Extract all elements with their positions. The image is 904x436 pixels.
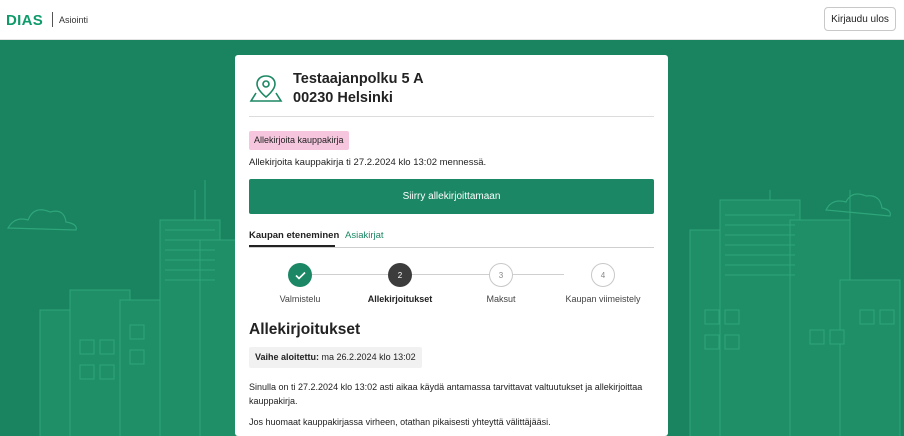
logout-button[interactable]: Kirjaudu ulos	[824, 7, 896, 31]
property-postal: 00230 Helsinki	[293, 90, 393, 106]
step-3-label: Maksut	[486, 294, 516, 304]
phase-started-value: ma 26.2.2024 klo 13:02	[321, 352, 416, 362]
deadline-text: Allekirjoita kauppakirja ti 27.2.2024 klo 13:02 mennessä.	[249, 157, 487, 168]
divider	[249, 116, 654, 117]
deadline-info-paragraph: Sinulla on ti 27.2.2024 klo 13:02 asti aikaa käydä antamassa tarvittavat valtuutukset ja allekirjoittaa kauppakirja.	[249, 382, 643, 406]
top-bar	[0, 0, 904, 40]
step-4-circle: 4	[591, 263, 615, 287]
dias-logo[interactable]: DIAS	[6, 12, 44, 29]
go-to-signing-button[interactable]: Siirry allekirjoittamaan	[249, 179, 654, 214]
phase-started-box	[249, 347, 422, 368]
phase-started-label: Vaihe aloitettu:	[255, 352, 320, 362]
step-2-circle: 2	[388, 263, 412, 287]
tab-documents[interactable]: Asiakirjat	[345, 230, 384, 241]
section-title: Allekirjoitukset	[249, 321, 361, 338]
step-3-circle: 3	[489, 263, 513, 287]
logo-divider	[52, 12, 53, 27]
tabs-divider	[249, 247, 654, 248]
location-pin-icon	[249, 73, 283, 103]
step-1-label: Valmistelu	[279, 294, 321, 304]
status-badge: Allekirjoita kauppakirja	[249, 131, 349, 150]
step-1-check-icon	[288, 263, 312, 287]
section-name: Asiointi	[59, 15, 89, 25]
step-4-label: Kaupan viimeistely	[565, 294, 641, 304]
tab-transaction-progress[interactable]: Kaupan eteneminen	[249, 230, 340, 241]
property-street: Testaajanpolku 5 A	[293, 71, 424, 87]
stepper-track	[312, 274, 564, 275]
step-2-label: Allekirjoitukset	[367, 294, 433, 304]
transaction-card	[235, 55, 668, 436]
error-contact-paragraph: Jos huomaat kauppakirjassa virheen, otathan pikaisesti yhteyttä välittäjääsi.	[249, 417, 551, 427]
